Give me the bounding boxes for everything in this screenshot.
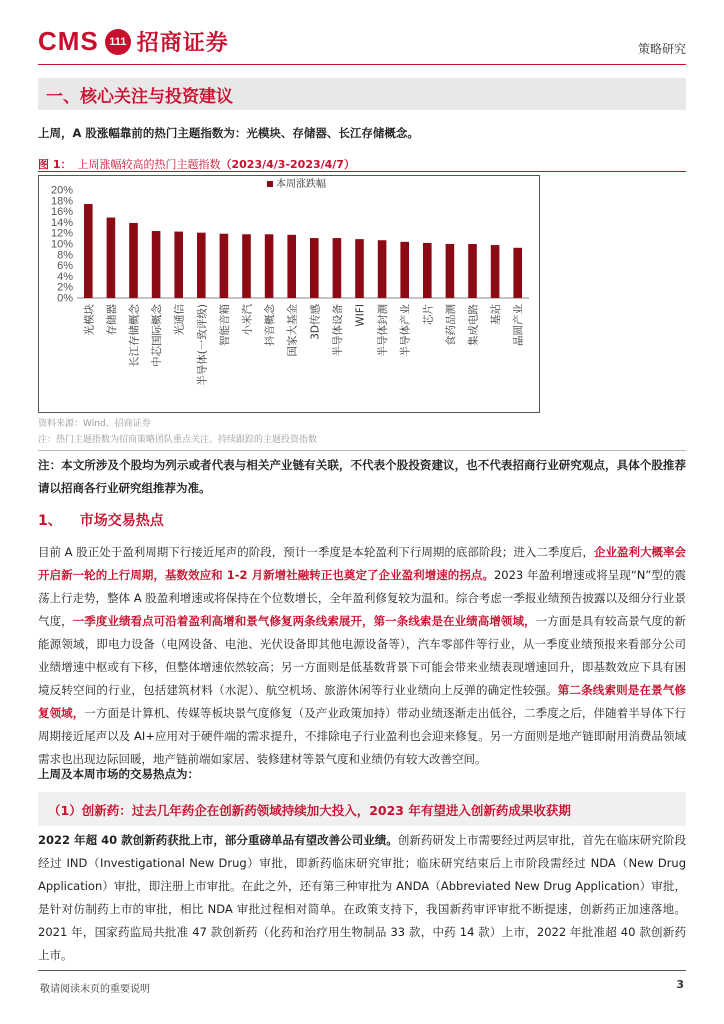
figure-label: 图 1： (38, 158, 72, 171)
x-tick-label: 集成电路 (467, 304, 480, 346)
bar (152, 231, 161, 298)
header-divider (38, 64, 686, 65)
intro-paragraph: 上周，A 股涨幅靠前的热门主题指数为：光模块、存储器、长江存储概念。 (38, 126, 419, 140)
bar (400, 242, 409, 298)
y-tick-label: 16% (50, 206, 73, 219)
market-text-3: 一方面是具有较高景气度的新能源领域，即电力设备（电网设备、电池、光伏设备即其他电源设备等），汽车零部件等行业，从一季度业绩预报来看部分公司业绩增速中枢或有下移，但整体增速依然较高；另一方面则是低基数背景下可能会带来业绩表现增速回升，即基数效应下具有困境反转空间的行业，包括建筑材料（水泥）、航空机场、旅游休闲等行业业绩向上反弹的确定性较强。 (38, 614, 686, 697)
drug-paragraph (38, 829, 686, 967)
x-tick-label: 半导体产业 (399, 304, 412, 357)
x-tick-label: 智能音箱 (218, 304, 231, 346)
figure-divider (38, 450, 686, 451)
section-heading-bar (38, 78, 686, 110)
x-tick-label: 基站 (490, 304, 503, 325)
legend-swatch (267, 181, 273, 187)
y-tick-label: 2% (57, 281, 73, 294)
figure-note: 注：热门主题指数为招商策略团队重点关注、持续跟踪的主题投资指数 (38, 435, 318, 445)
y-tick-label: 6% (57, 260, 73, 273)
highlight-title: （1）创新药：过去几年药企在创新药领域持续加大投入，2023 年有望进入创新药成果收获期 (48, 803, 571, 818)
market-highlight-1: 企业盈利大概率会开启新一轮的上行周期，基数效应和 1-2 月新增社融转正也奠定了企业盈利增速的拐点。 (38, 545, 686, 582)
bar (423, 243, 432, 298)
figure-caption: 上周涨幅较高的热门主题指数 (77, 158, 221, 171)
x-tick-label: 国家大基金 (286, 304, 299, 357)
y-tick-label: 18% (50, 195, 73, 208)
footer-notice: 敬请阅读末页的重要说明 (40, 984, 150, 995)
disclaimer-paragraph: 注：本文所涉及个股均为列示或者代表与相关产业链有关联，不代表个股投资建议，也不代表招商行业研究观点，具体个股推荐请以招商各行业研究组推荐为准。 (38, 458, 686, 495)
market-text-4: 一方面是计算机、传媒等板块景气度修复（及产业政策加持）带动业绩逐渐走出低谷，二季度之后，伴随着半导体下行周期接近尾声以及 AI+应用对于硬件端的需求提升，不排除电子行业盈利也会迎来修复。另一方面则是地产链即耐用消费品领域需求也出现边际回暖，地产链前端如家居、装修建材等景气度和业绩仍有较大改善空间。 (38, 706, 686, 766)
bar (513, 248, 522, 298)
bar (287, 235, 296, 298)
market-paragraph (38, 541, 686, 771)
bar (491, 245, 500, 298)
x-tick-label: 小米汽 (241, 304, 254, 336)
subsection-number: 1、 (38, 513, 62, 529)
bar (129, 223, 138, 298)
hot-topics-intro: 上周及本周市场的交易热点为： (38, 767, 199, 781)
bar (378, 240, 387, 298)
x-tick-label: 半导体设备 (331, 304, 344, 357)
bar (174, 232, 183, 298)
x-tick-label: 长江存储概念 (128, 304, 141, 367)
market-highlight-2: 一季度业绩看点可沿着盈利高增和景气修复两条线索展开，第一条线索是在业绩高增领域， (72, 614, 536, 628)
bar (242, 234, 251, 298)
bar (355, 239, 364, 298)
logo-mark-icon: 111 (105, 29, 131, 55)
bar (468, 244, 477, 298)
bar (107, 218, 116, 298)
page-number: 3 (676, 978, 684, 991)
bar (333, 238, 342, 298)
x-tick-label: 半导体(一致评级) (196, 304, 209, 386)
y-tick-label: 8% (57, 249, 73, 262)
figure-date-range: （2023/4/3-2023/4/7） (220, 158, 355, 171)
y-tick-label: 20% (50, 184, 73, 197)
x-tick-label: 光通信 (173, 304, 186, 336)
subsection-heading (38, 510, 164, 530)
section-title: 一、核心关注与投资建议 (46, 87, 233, 107)
x-tick-label: 中芯国际概念 (151, 304, 164, 367)
bar (446, 244, 455, 298)
subsection-title: 市场交易热点 (79, 513, 164, 529)
bar (197, 233, 206, 298)
logo-cn-text: 招商证券 (136, 31, 229, 56)
x-tick-label: 抖音概念 (264, 304, 277, 346)
logo (38, 26, 229, 57)
drug-text: 创新药研发上市需要经过两层审批，首先在临床研究阶段经过 IND（Investigational New Drug）审批，即新药临床研究审批；临床研究结束后上市阶段需经过 NDA（New Drug Application）审批，即注册上市审批。在此之外，还有第三种审批为 ANDA（Abbreviated New Drug Application）审批，是针对仿制药上市的审批，相比 NDA 审批过程相对简单。在政策支持下，我国新药审评审批不断提速，创新药正加速落地。2021 年，国家药监局共批准 47 款创新药（化药和治疗用生物制品 33 款，中药 14 款）上市，2022 年批准超 40 款创新药上市。 (38, 833, 686, 962)
market-text-2: 2023 年盈利增速或将呈现“N”型的震荡上行走势，整体 A 股盈利增速或将保持在个位数增长，全年盈利修复较为温和。综合考虑一季报业绩预告披露以及细分行业景气度， (38, 568, 686, 628)
report-category: 策略研究 (637, 42, 686, 56)
bar (84, 204, 93, 298)
chart-svg (39, 176, 539, 412)
drug-lead: 2022 年超 40 款创新药获批上市，部分重磅单品有望改善公司业绩。 (38, 833, 398, 847)
y-tick-label: 4% (57, 270, 73, 283)
bar (265, 234, 274, 298)
y-tick-label: 10% (50, 238, 73, 251)
y-tick-label: 14% (50, 216, 73, 229)
x-tick-label: 芯片 (422, 304, 435, 325)
market-highlight-3: 第二条线索则是在景气修复领域， (38, 683, 687, 720)
bar-chart (38, 175, 540, 413)
x-tick-label: 半导体封测 (377, 304, 390, 357)
bar (310, 238, 319, 298)
bar (220, 234, 229, 298)
figure-title (38, 153, 686, 172)
x-tick-label: 晶圆产业 (512, 304, 525, 346)
y-tick-label: 0% (57, 292, 73, 305)
x-tick-label: 3D传感 (309, 304, 322, 340)
footer-divider (38, 970, 686, 971)
market-text-1: 目前 A 股正处于盈利周期下行接近尾声的阶段，预计一季度是本轮盈利下行周期的底部阶段；进入二季度后， (38, 545, 594, 559)
logo-cms-text: CMS (38, 26, 99, 56)
x-tick-label: WIFI (354, 304, 367, 327)
x-tick-label: 食药品测 (444, 304, 457, 346)
y-tick-label: 12% (50, 227, 73, 240)
figure-source: 资料来源：Wind、招商证券 (38, 419, 151, 429)
highlight-box (38, 792, 686, 826)
x-tick-label: 存储器 (105, 304, 118, 336)
legend-label: 本周涨跌幅 (276, 179, 326, 190)
x-tick-label: 光模块 (83, 304, 96, 336)
